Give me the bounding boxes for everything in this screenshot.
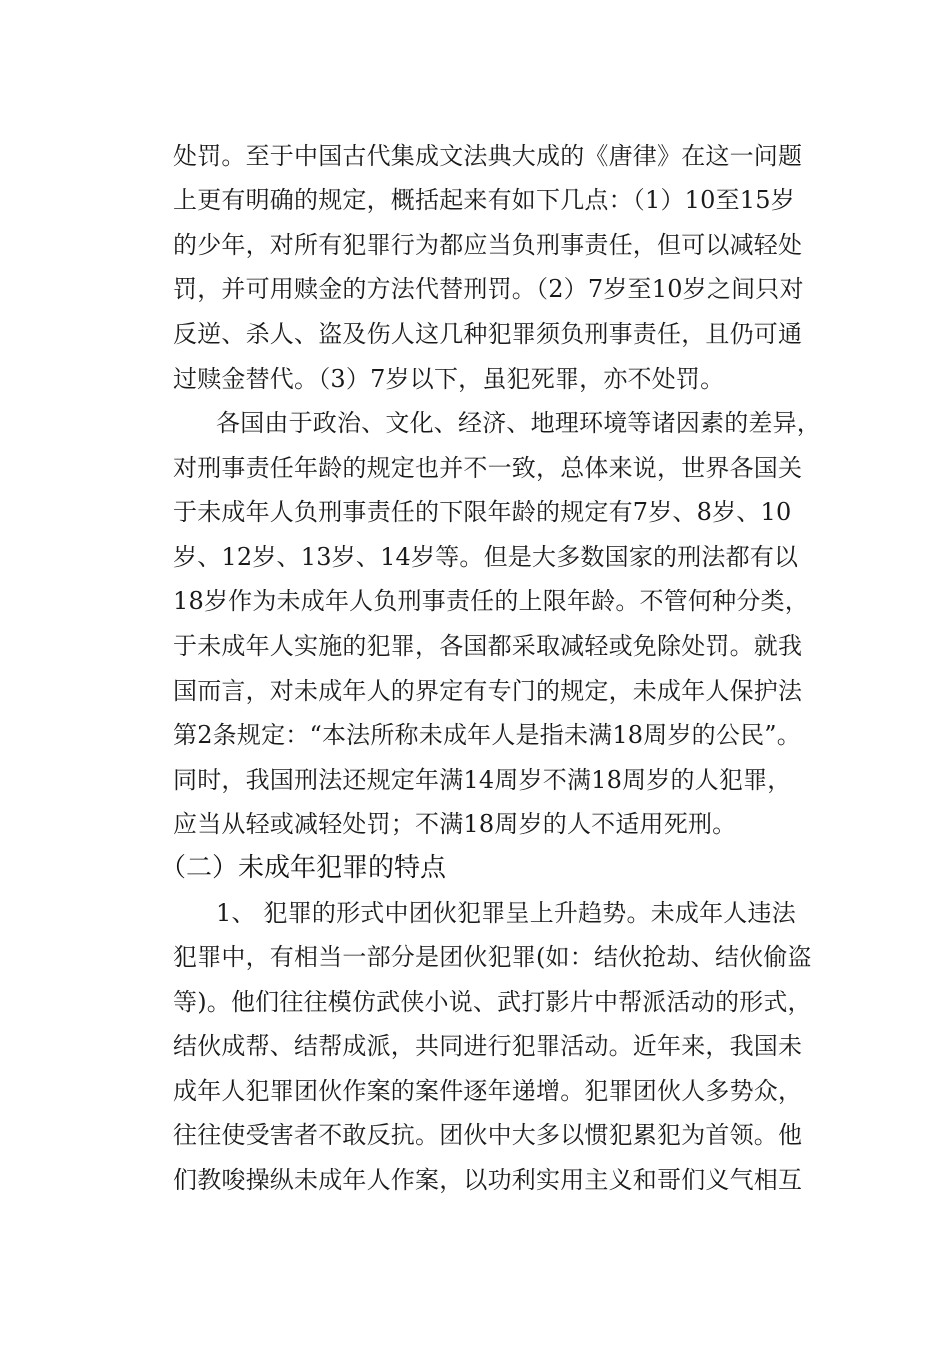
text-line: 过赎金替代。（3）7岁以下，虽犯死罪，亦不处罚。 — [173, 365, 725, 393]
text-line: 18岁作为未成年人负刑事责任的上限年龄。不管何种分类， — [173, 587, 809, 615]
text-line: 第2条规定：“本法所称未成年人是指未满18周岁的公民”。 — [173, 721, 801, 749]
section-heading: （二）未成年犯罪的特点 — [160, 853, 447, 883]
text-line: 对刑事责任年龄的规定也并不一致，总体来说，世界各国关 — [173, 454, 803, 482]
text-line: 岁、12岁、13岁、14岁等。但是大多数国家的刑法都有以 — [173, 543, 799, 571]
text-line: 成年人犯罪团伙作案的案件逐年递增。犯罪团伙人多势众， — [173, 1077, 803, 1105]
text-line: 罚，并可用赎金的方法代替刑罚。（2）7岁至10岁之间只对 — [173, 275, 804, 303]
text-line: 于未成年人负刑事责任的下限年龄的规定有7岁、8岁、10 — [173, 498, 792, 526]
paragraph-start-line: 各国由于政治、文化、经济、地理环境等诸因素的差异， — [216, 409, 821, 437]
text-line: 的少年，对所有犯罪行为都应当负刑事责任，但可以减轻处 — [173, 231, 803, 259]
text-line: 处罚。至于中国古代集成文法典大成的《唐律》在这一问题 — [173, 142, 803, 170]
text-line: 往往使受害者不敢反抗。团伙中大多以惯犯累犯为首领。他 — [173, 1121, 803, 1149]
text-line: 应当从轻或减轻处罚；不满18周岁的人不适用死刑。 — [173, 810, 737, 838]
text-line: 犯罪中，有相当一部分是团伙犯罪(如：结伙抢劫、结伙偷盗 — [173, 943, 812, 971]
text-line: 国而言，对未成年人的界定有专门的规定，未成年人保护法 — [173, 677, 803, 705]
text-line: 等)。他们往往模仿武侠小说、武打影片中帮派活动的形式， — [173, 988, 812, 1016]
text-line: 们教唆操纵未成年人作案，以功利实用主义和哥们义气相互 — [173, 1166, 803, 1194]
text-line: 反逆、杀人、盗及伤人这几种犯罪须负刑事责任，且仍可通 — [173, 320, 803, 348]
text-line: 上更有明确的规定，概括起来有如下几点：（1）10至15岁 — [173, 186, 795, 214]
text-line: 结伙成帮、结帮成派，共同进行犯罪活动。近年来，我国未 — [173, 1032, 803, 1060]
text-line: 于未成年人实施的犯罪，各国都采取减轻或免除处罚。就我 — [173, 632, 803, 660]
text-line: 同时，我国刑法还规定年满14周岁不满18周岁的人犯罪， — [173, 766, 792, 794]
paragraph-start-line: 1、 犯罪的形式中团伙犯罪呈上升趋势。未成年人违法 — [216, 899, 796, 927]
